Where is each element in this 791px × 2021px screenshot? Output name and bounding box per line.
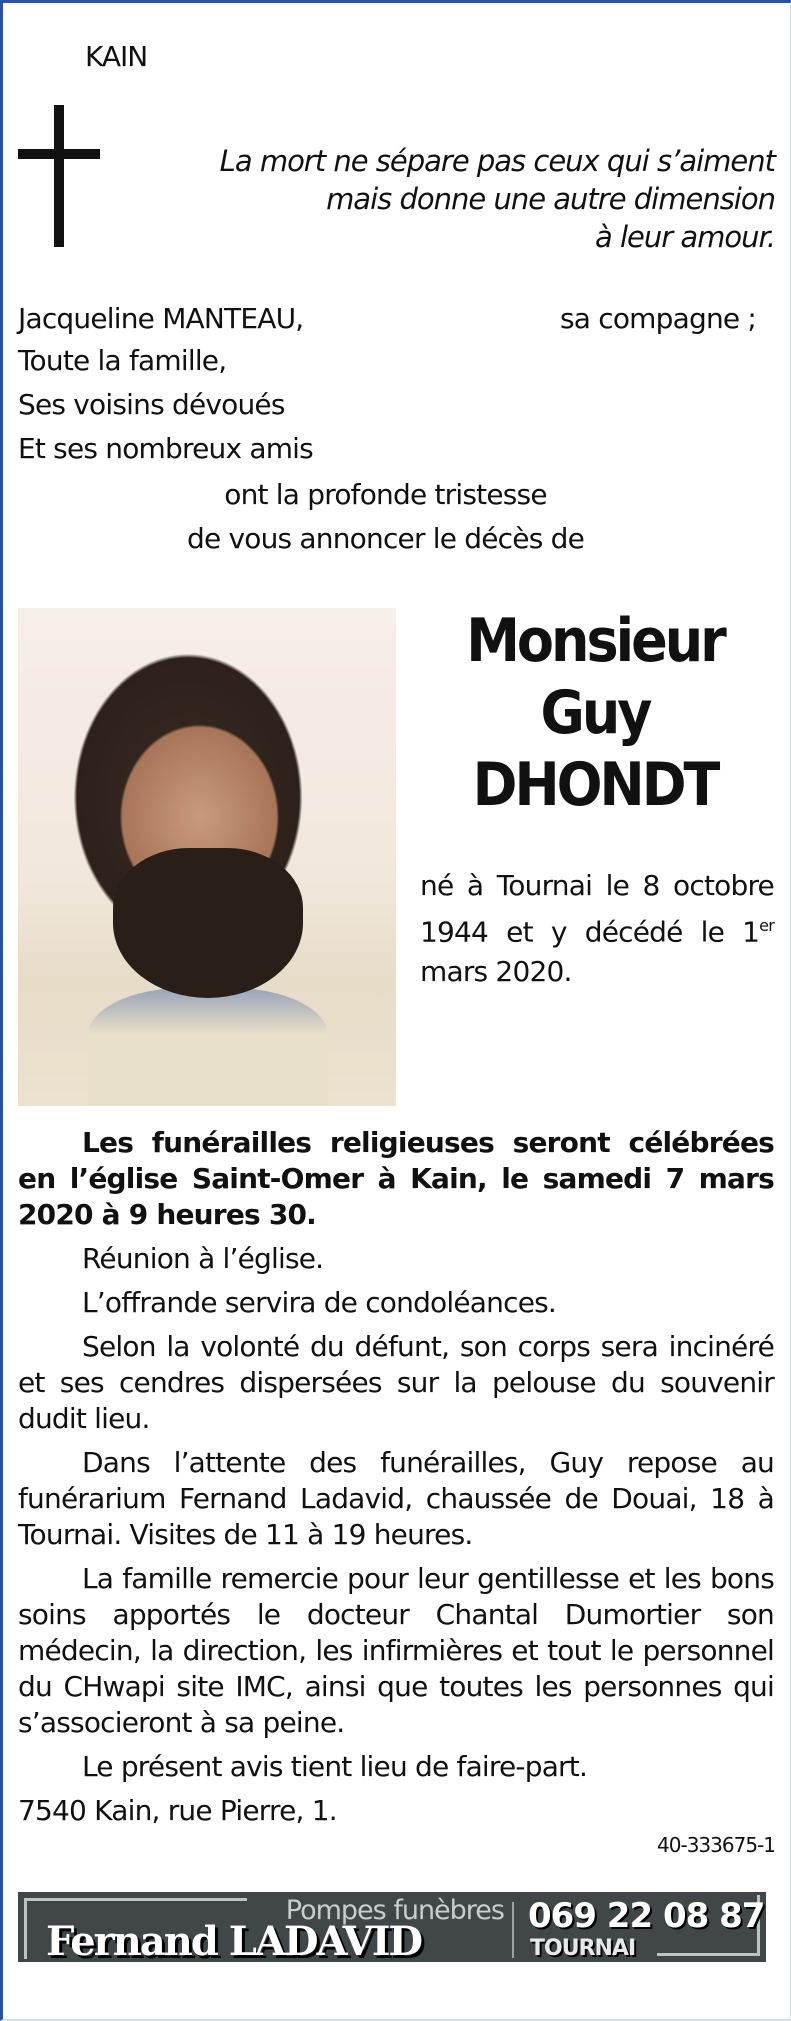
deceased-name xyxy=(410,605,780,821)
announce-line: ont la profonde tristesse xyxy=(224,478,547,511)
quote-line: La mort ne sépare pas ceux qui s’aiment xyxy=(219,144,775,178)
paragraph: L’offrande servira de condoléances. xyxy=(82,1286,557,1319)
family-line: Jacqueline MANTEAU, xyxy=(18,302,304,335)
last-name: DHONDT xyxy=(472,750,718,820)
banner-subtitle: Pompes funèbres xyxy=(285,1895,504,1926)
reference-number: 40-333675-1 xyxy=(657,1833,775,1857)
death-text: mars 2020. xyxy=(420,955,572,989)
funeral-paragraph: Les funérailles religieuses seront célébrées en l’église Saint-Omer à Kain, le samedi 7 mars 2020 à 9 heures 30. xyxy=(18,1126,774,1231)
family-line: Et ses nombreux amis xyxy=(18,432,313,465)
paragraph: Le présent avis tient lieu de faire-part. xyxy=(82,1750,588,1783)
family-line: Ses voisins dévoués xyxy=(18,388,285,421)
notice-body xyxy=(18,1125,774,1837)
paragraph: Dans l’attente des funérailles, Guy repose au funérarium Fernand Ladavid, chaussée de Douai, 18 à Tournai. Visites de 11 à 19 heures. xyxy=(18,1446,774,1551)
cross-icon xyxy=(18,105,100,247)
funeral-home-banner xyxy=(18,1892,766,1965)
first-name: Guy xyxy=(540,678,650,748)
announce-line: de vous annoncer le décès de xyxy=(186,522,584,555)
birth-sup: er xyxy=(759,916,774,935)
family-role: sa compagne ; xyxy=(560,302,757,335)
paragraph: Réunion à l’église. xyxy=(82,1242,324,1275)
paragraph: La famille remercie pour leur gentillesse et les bons soins apportés le docteur Chantal Dumortier son médecin, la direction, les infirmières et tout le personnel du CHwapi site IMC, ainsi que toutes les personnes qui s’associeront à sa peine. xyxy=(18,1562,774,1739)
quote-line: mais donne une autre dimension xyxy=(326,182,775,216)
banner-city: TOURNAI xyxy=(530,1936,636,1961)
deceased-photo xyxy=(18,608,396,1106)
banner-phone: 069 22 08 87 xyxy=(528,1896,765,1936)
banner-company: Fernand LADAVID xyxy=(46,1918,422,1965)
family-line: Toute la famille, xyxy=(18,344,227,377)
name-title: Monsieur xyxy=(466,606,724,676)
birth-text: né à Tournai le 8 octobre 1944 et y décédé le 1 xyxy=(420,869,774,949)
birth-death-info xyxy=(420,866,774,992)
quote-line: à leur amour. xyxy=(594,220,775,254)
paragraph: Selon la volonté du défunt, son corps sera incinéré et ses cendres dispersées sur la pelouse du souvenir dudit lieu. xyxy=(18,1330,774,1435)
quote xyxy=(220,142,775,256)
address: 7540 Kain, rue Pierre, 1. xyxy=(18,1794,337,1827)
town-heading: KAIN xyxy=(85,40,148,73)
divider xyxy=(512,1902,514,1958)
